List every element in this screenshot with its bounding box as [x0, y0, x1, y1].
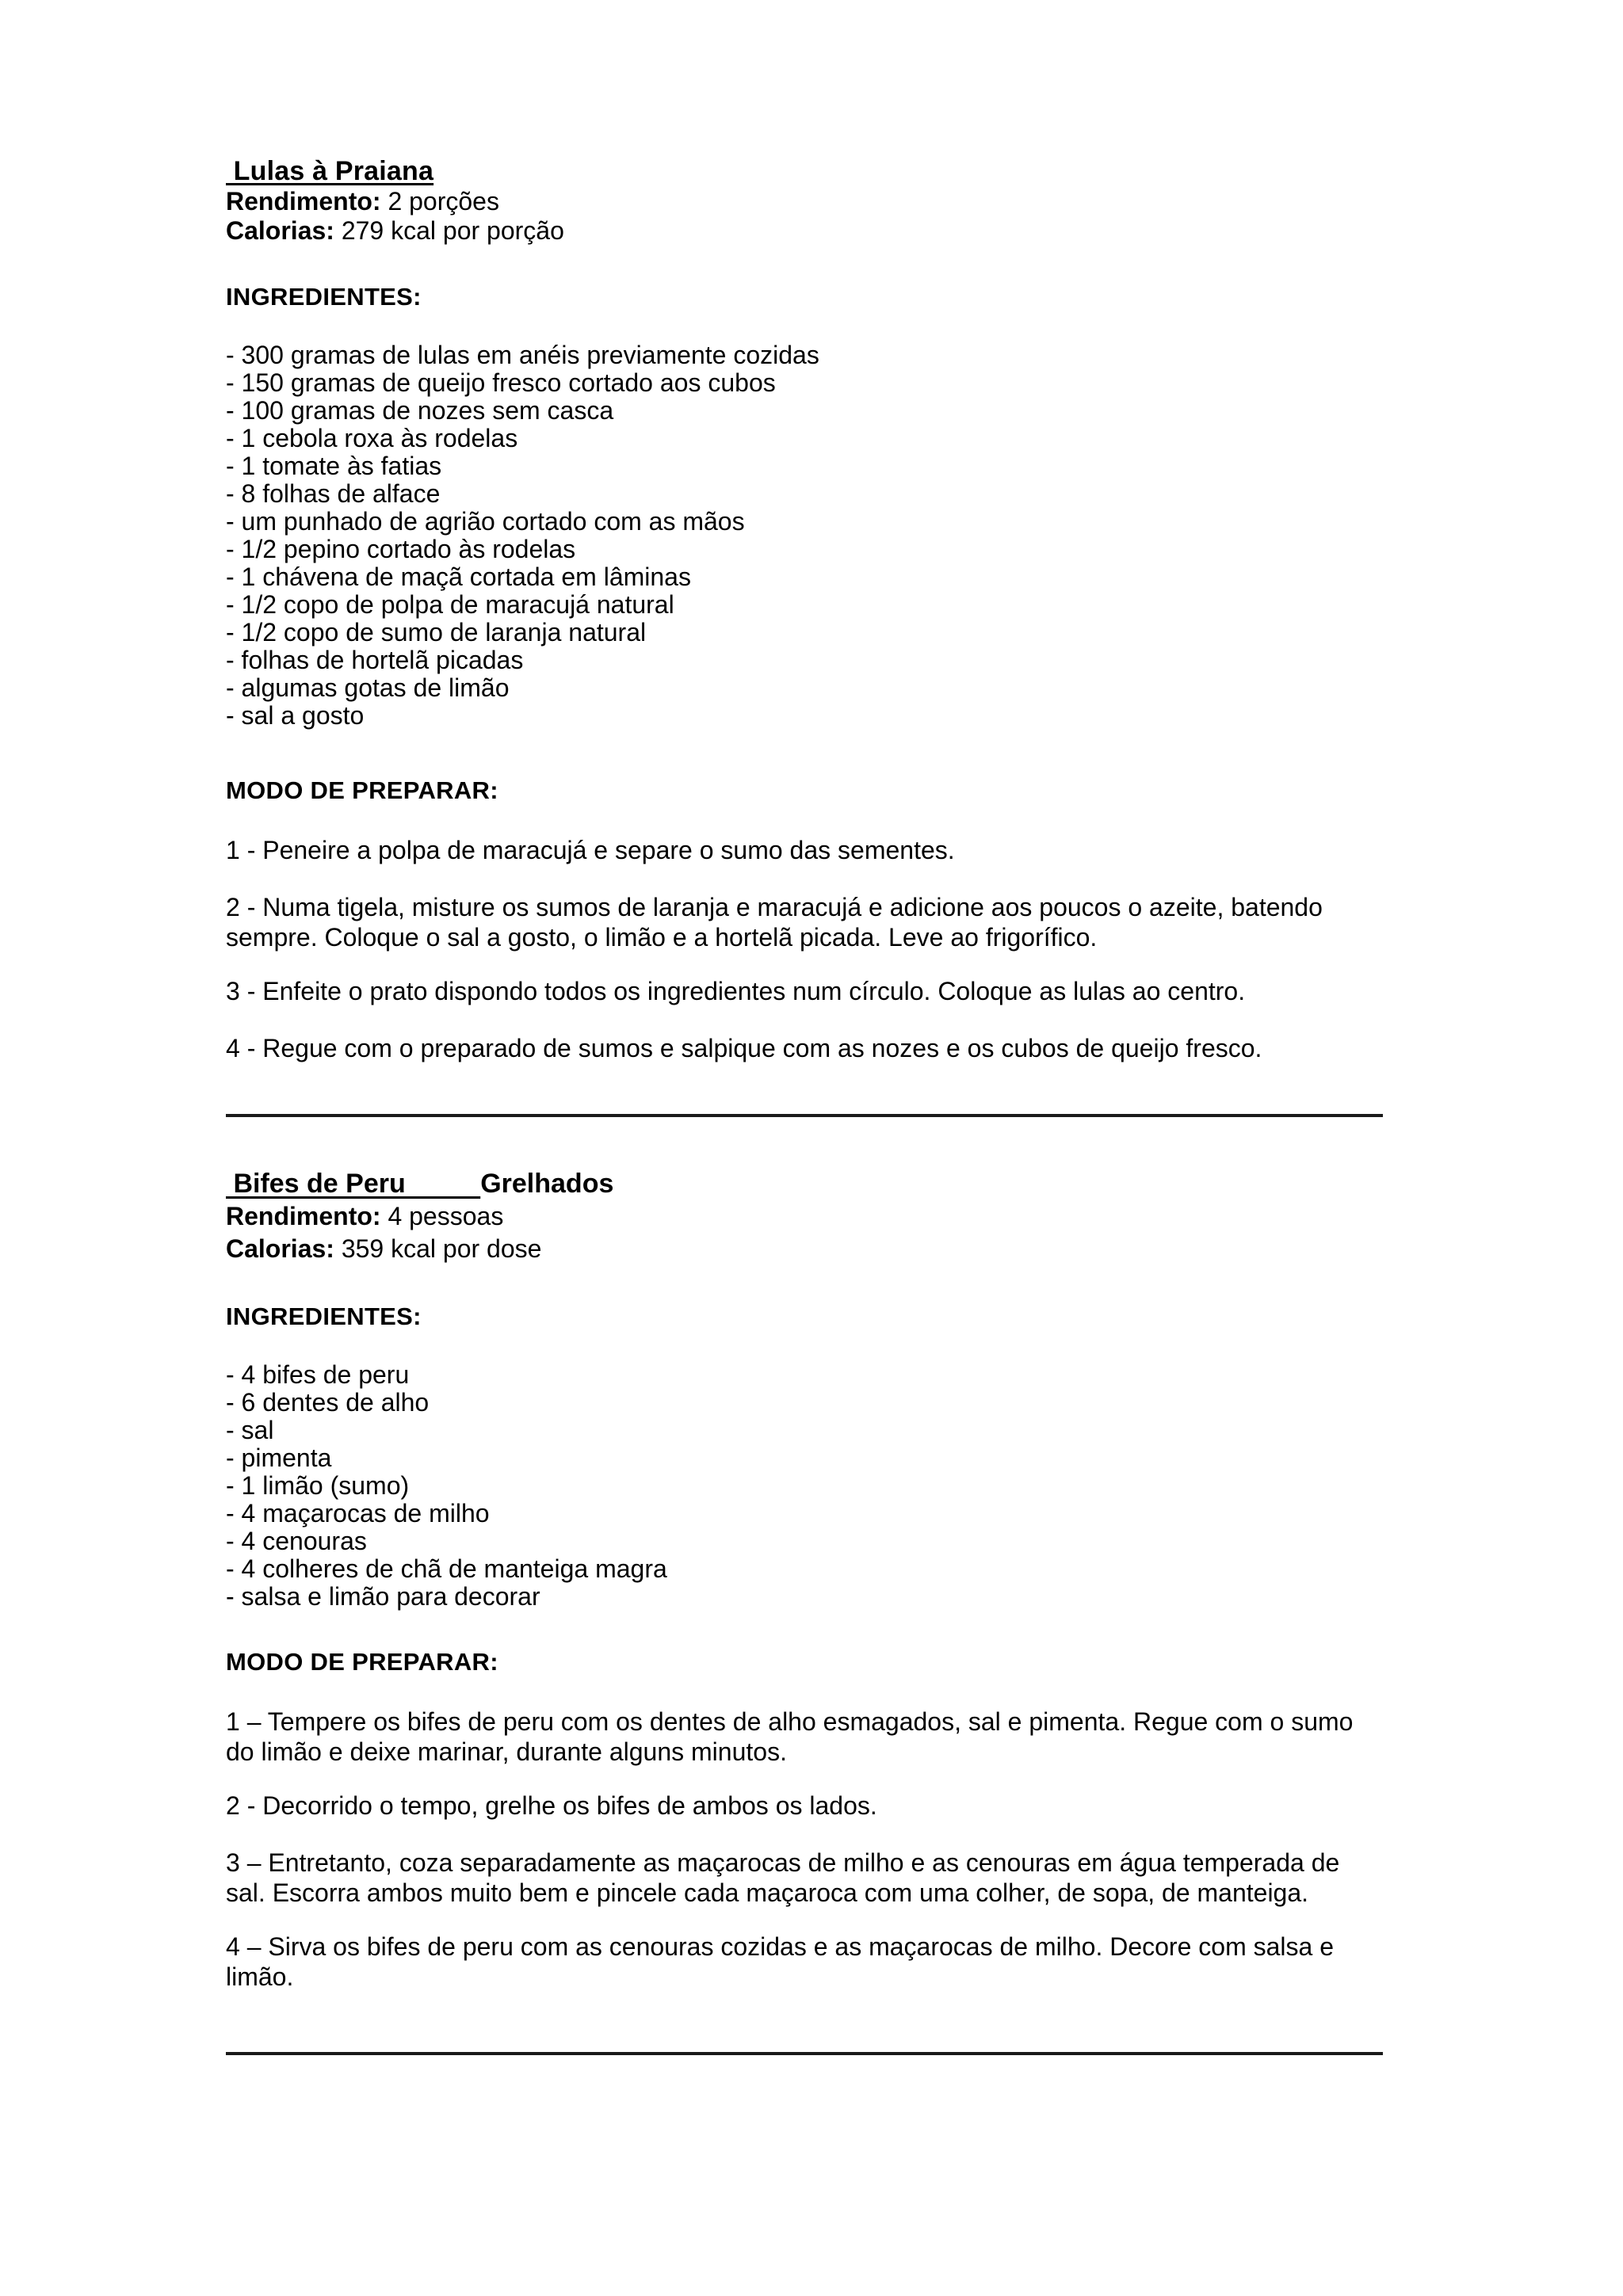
- list-item: - sal: [226, 1416, 274, 1444]
- list-item: - 4 colheres de chã de manteiga magra: [226, 1554, 667, 1583]
- recipe-title-bifes-line1: Bifes de Peru: [226, 1169, 481, 1199]
- recipe-yield-lulas: [226, 187, 1383, 216]
- recipe-title-bifes-line2: Grelhados: [480, 1169, 614, 1199]
- list-item: - 100 gramas de nozes sem casca: [226, 396, 614, 425]
- method-heading-bifes: MODO DE PREPARAR:: [226, 1648, 498, 1676]
- list-item: - 4 maçarocas de milho: [226, 1499, 490, 1527]
- method-heading-lulas: MODO DE PREPARAR:: [226, 776, 498, 804]
- recipe-calories-lulas: [226, 216, 1383, 246]
- list-item: - sal a gosto: [226, 701, 365, 730]
- method-step: 3 - Enfeite o prato dispondo todos os ingredientes num círculo. Coloque as lulas ao centro.: [226, 977, 1246, 1005]
- calories-label: Calorias:: [226, 1234, 334, 1263]
- list-item: - 4 cenouras: [226, 1527, 367, 1555]
- list-item: - 1/2 pepino cortado às rodelas: [226, 535, 576, 563]
- list-item: - 300 gramas de lulas em anéis previamente cozidas: [226, 341, 819, 369]
- method-step: 4 – Sirva os bifes de peru com as cenouras cozidas e as maçarocas de milho. Decore com salsa e limão.: [226, 1932, 1334, 1991]
- yield-label: Rendimento:: [226, 1202, 381, 1230]
- ingredients-list-lulas: [226, 341, 1383, 730]
- recipe-header-bifes: [226, 1168, 614, 1265]
- list-item: - 1/2 copo de polpa de maracujá natural: [226, 590, 674, 619]
- recipe-section-lulas: [226, 155, 1383, 1063]
- list-item: - 6 dentes de alho: [226, 1388, 430, 1417]
- list-item: - pimenta: [226, 1444, 332, 1472]
- calories-value: 359 kcal por dose: [334, 1234, 542, 1263]
- list-item: - 1 cebola roxa às rodelas: [226, 424, 518, 452]
- method-step: 4 - Regue com o preparado de sumos e salpique com as nozes e os cubos de queijo fresco.: [226, 1034, 1262, 1062]
- list-item: - salsa e limão para decorar: [226, 1582, 540, 1611]
- yield-value: 2 porções: [380, 187, 499, 215]
- section-divider-bottom: [226, 2052, 1383, 2055]
- recipe-meta-bifes: [226, 1202, 541, 1263]
- recipe-title-lulas: [226, 155, 1383, 187]
- ingredients-heading-lulas: INGREDIENTES:: [226, 283, 422, 311]
- recipe-section-bifes: [226, 1168, 1383, 1992]
- list-item: - 1 tomate às fatias: [226, 452, 442, 480]
- ingredients-list-bifes: [226, 1361, 1383, 1611]
- list-item: - 150 gramas de queijo fresco cortado aos cubos: [226, 368, 776, 397]
- list-item: - 1/2 copo de sumo de laranja natural: [226, 618, 647, 646]
- method-step: 2 - Decorrido o tempo, grelhe os bifes de ambos os lados.: [226, 1791, 877, 1820]
- method-step: 3 – Entretanto, coza separadamente as maçarocas de milho e as cenouras em água temperada de sal. Escorra ambos muito bem e pincele cada maçaroca com uma colher, de sopa, de manteiga.: [226, 1848, 1340, 1907]
- yield-value: 4 pessoas: [380, 1202, 504, 1230]
- yield-label: Rendimento:: [226, 187, 381, 215]
- list-item: - 1 limão (sumo): [226, 1471, 410, 1500]
- method-step: 1 - Peneire a polpa de maracujá e separe o sumo das sementes.: [226, 836, 955, 864]
- document-content: [226, 155, 1383, 2055]
- method-step: 2 - Numa tigela, misture os sumos de laranja e maracujá e adicione aos poucos o azeite, batendo sempre. Coloque o sal a gosto, o limão e a hortelã picada. Leve ao frigorífico.: [226, 893, 1323, 952]
- list-item: - algumas gotas de limão: [226, 673, 510, 702]
- list-item: - um punhado de agrião cortado com as mãos: [226, 507, 745, 536]
- recipe-title-bifes: [226, 1168, 614, 1265]
- list-item: - folhas de hortelã picadas: [226, 646, 524, 674]
- list-item: - 1 chávena de maçã cortada em lâminas: [226, 563, 691, 591]
- calories-label: Calorias:: [226, 216, 334, 245]
- calories-value: 279 kcal por porção: [334, 216, 564, 245]
- list-item: - 8 folhas de alface: [226, 479, 441, 508]
- recipe-title-lulas-text: Lulas à Praiana: [226, 156, 434, 186]
- list-item: - 4 bifes de peru: [226, 1360, 410, 1389]
- method-step: 1 – Tempere os bifes de peru com os dentes de alho esmagados, sal e pimenta. Regue com o sumo do limão e deixe marinar, durante alguns minutos.: [226, 1707, 1354, 1766]
- ingredients-heading-bifes: INGREDIENTES:: [226, 1302, 422, 1330]
